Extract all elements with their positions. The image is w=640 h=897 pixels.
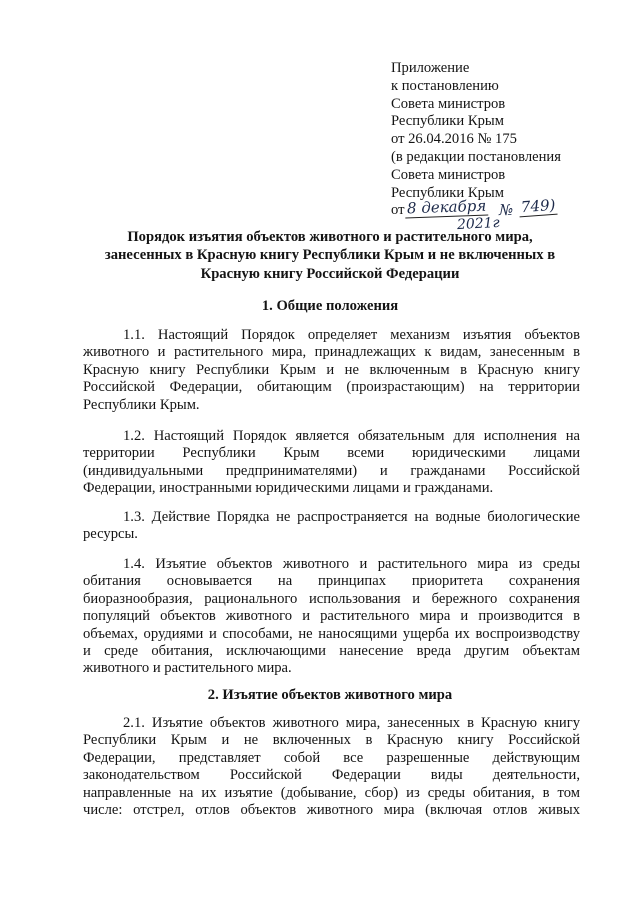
paragraph-line: животного и растительного мира. bbox=[83, 660, 292, 677]
title-line: Порядок изъятия объектов животного и растительного мира, bbox=[127, 229, 533, 245]
appendix-line: (в редакции постановления bbox=[391, 148, 561, 165]
paragraph-line: Республики Крым и не включенных в Красную книгу Российской bbox=[83, 732, 580, 749]
paragraph-line: Красную книгу Республики Крым и не включенным в Красную книгу bbox=[83, 361, 580, 378]
paragraph-line: объемах, орудиями и способами, не наносящими ущерба их воспроизводству bbox=[83, 625, 580, 642]
paragraph-line: Федерации, иностранными юридическими лицами и гражданами. bbox=[83, 480, 494, 497]
amendment-date-line bbox=[391, 196, 631, 234]
appendix-line: Совета министров bbox=[391, 166, 506, 183]
handwritten-number-sign: № bbox=[499, 201, 514, 220]
paragraph-1-1 bbox=[83, 327, 580, 414]
paragraph-line: числе: отстрел, отлов объектов животного мира (включая отлов живых bbox=[83, 801, 580, 818]
appendix-line: Приложение bbox=[391, 60, 470, 76]
paragraph-line: 1.3. Действие Порядка не распространяется на водные биологические bbox=[123, 509, 580, 525]
paragraph-line: 1.1. Настоящий Порядок определяет механизм изъятия объектов bbox=[123, 327, 580, 343]
paragraph-line: территории Республики Крым всеми юридическими лицами bbox=[83, 445, 580, 462]
appendix-line: Совета министров bbox=[391, 95, 506, 112]
paragraph-line: (индивидуальными предпринимателями) и гражданами Российской bbox=[83, 462, 580, 479]
handwritten-year: 2021г bbox=[456, 215, 501, 234]
paragraph-line: направленные на их изъятие (добывание, сбор) из среды обитания, в том bbox=[83, 784, 580, 801]
paragraph-line: Республики Крым. bbox=[83, 396, 200, 413]
paragraph-line: ресурсы. bbox=[83, 526, 138, 543]
paragraph-1-2 bbox=[83, 428, 580, 498]
section-1-heading: 1. Общие положения bbox=[261, 298, 399, 314]
handwritten-date: 8 декабря bbox=[405, 198, 489, 219]
date-prefix: от bbox=[391, 202, 405, 219]
appendix-line: от 26.04.2016 № 175 bbox=[391, 131, 517, 148]
paragraph-line: обитания основывается на принципах приоритета сохранения bbox=[83, 573, 580, 590]
paragraph-line: биоразнообразия, рационального использования и бережного сохранения bbox=[83, 590, 580, 607]
appendix-line: к постановлению bbox=[391, 77, 499, 94]
title-line: Красную книгу Российской Федерации bbox=[200, 265, 460, 282]
appendix-block bbox=[391, 60, 631, 234]
appendix-line: Республики Крым bbox=[391, 184, 504, 201]
handwritten-number: 749) bbox=[518, 197, 558, 218]
appendix-line: Республики Крым bbox=[391, 113, 504, 130]
paragraph-line: законодательством Российской Федерации виды деятельности, bbox=[83, 767, 580, 784]
paragraph-line: Федерации, представляет собой все разрешенные действующим bbox=[83, 749, 580, 766]
title-line: занесенных в Красную книгу Республики Крым и не включенных в bbox=[104, 247, 556, 264]
paragraph-1-4 bbox=[83, 556, 580, 678]
paragraph-2-1 bbox=[83, 715, 580, 819]
document-title bbox=[100, 228, 560, 283]
paragraph-line: и среде обитания, исключающими нанесение вреда другим объектам bbox=[83, 642, 580, 659]
section-2-heading: 2. Изъятие объектов животного мира bbox=[207, 687, 453, 703]
paragraph-line: 1.2. Настоящий Порядок является обязательным для исполнения на bbox=[123, 428, 580, 444]
paragraph-1-3 bbox=[83, 509, 580, 544]
paragraph-line: 1.4. Изъятие объектов животного и растительного мира из среды bbox=[123, 556, 580, 572]
paragraph-line: 2.1. Изъятие объектов животного мира, занесенных в Красную книгу bbox=[123, 715, 580, 731]
paragraph-line: популяций объектов животного и растительного мира и производится в bbox=[83, 608, 580, 625]
paragraph-line: Российской Федерации, обитающим (произрастающим) на территории bbox=[83, 379, 580, 396]
paragraph-line: животного и растительного мира, принадлежащих к видам, занесенным в bbox=[83, 344, 580, 361]
